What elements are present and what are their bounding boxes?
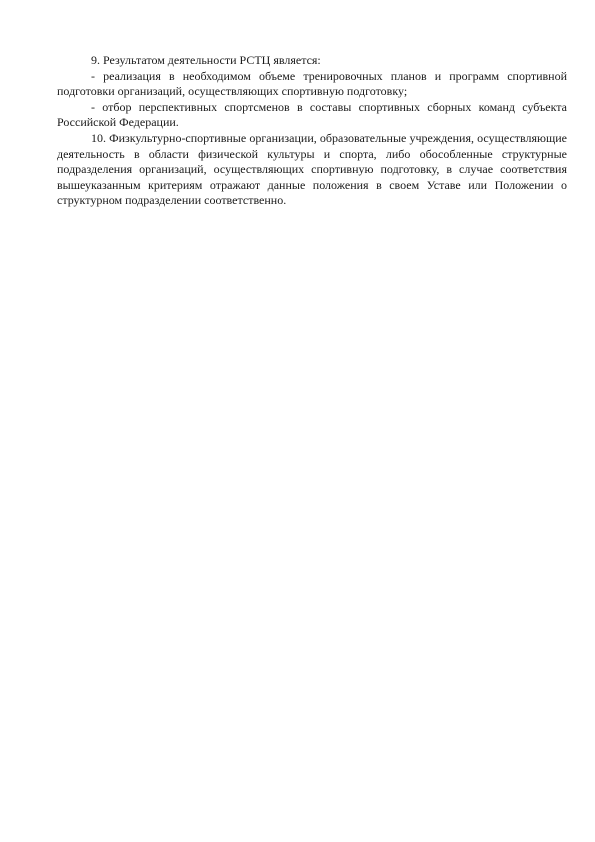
paragraph-9-item-athlete-selection: - отбор перспективных спортсменов в составы спортивных сборных команд субъекта Российской Федерации.	[57, 99, 567, 130]
document-body	[57, 53, 567, 209]
paragraph-9-item-training-plans: - реализация в необходимом объеме тренировочных планов и программ спортивной подготовки организаций, осуществляющих спортивную подготовку;	[57, 68, 567, 99]
paragraph-10: 10. Физкультурно-спортивные организации, образовательные учреждения, осуществляющие деятельность в области физической культуры и спорта, либо обособленные структурные подразделения организаций, осуществляющих спортивную подготовку, в случае соответствия вышеуказанным критериям отражают данные положения в своем Уставе или Положении о структурном подразделении соответственно.	[57, 130, 567, 208]
paragraph-9-heading: 9. Результатом деятельности РСТЦ является:	[91, 53, 321, 67]
